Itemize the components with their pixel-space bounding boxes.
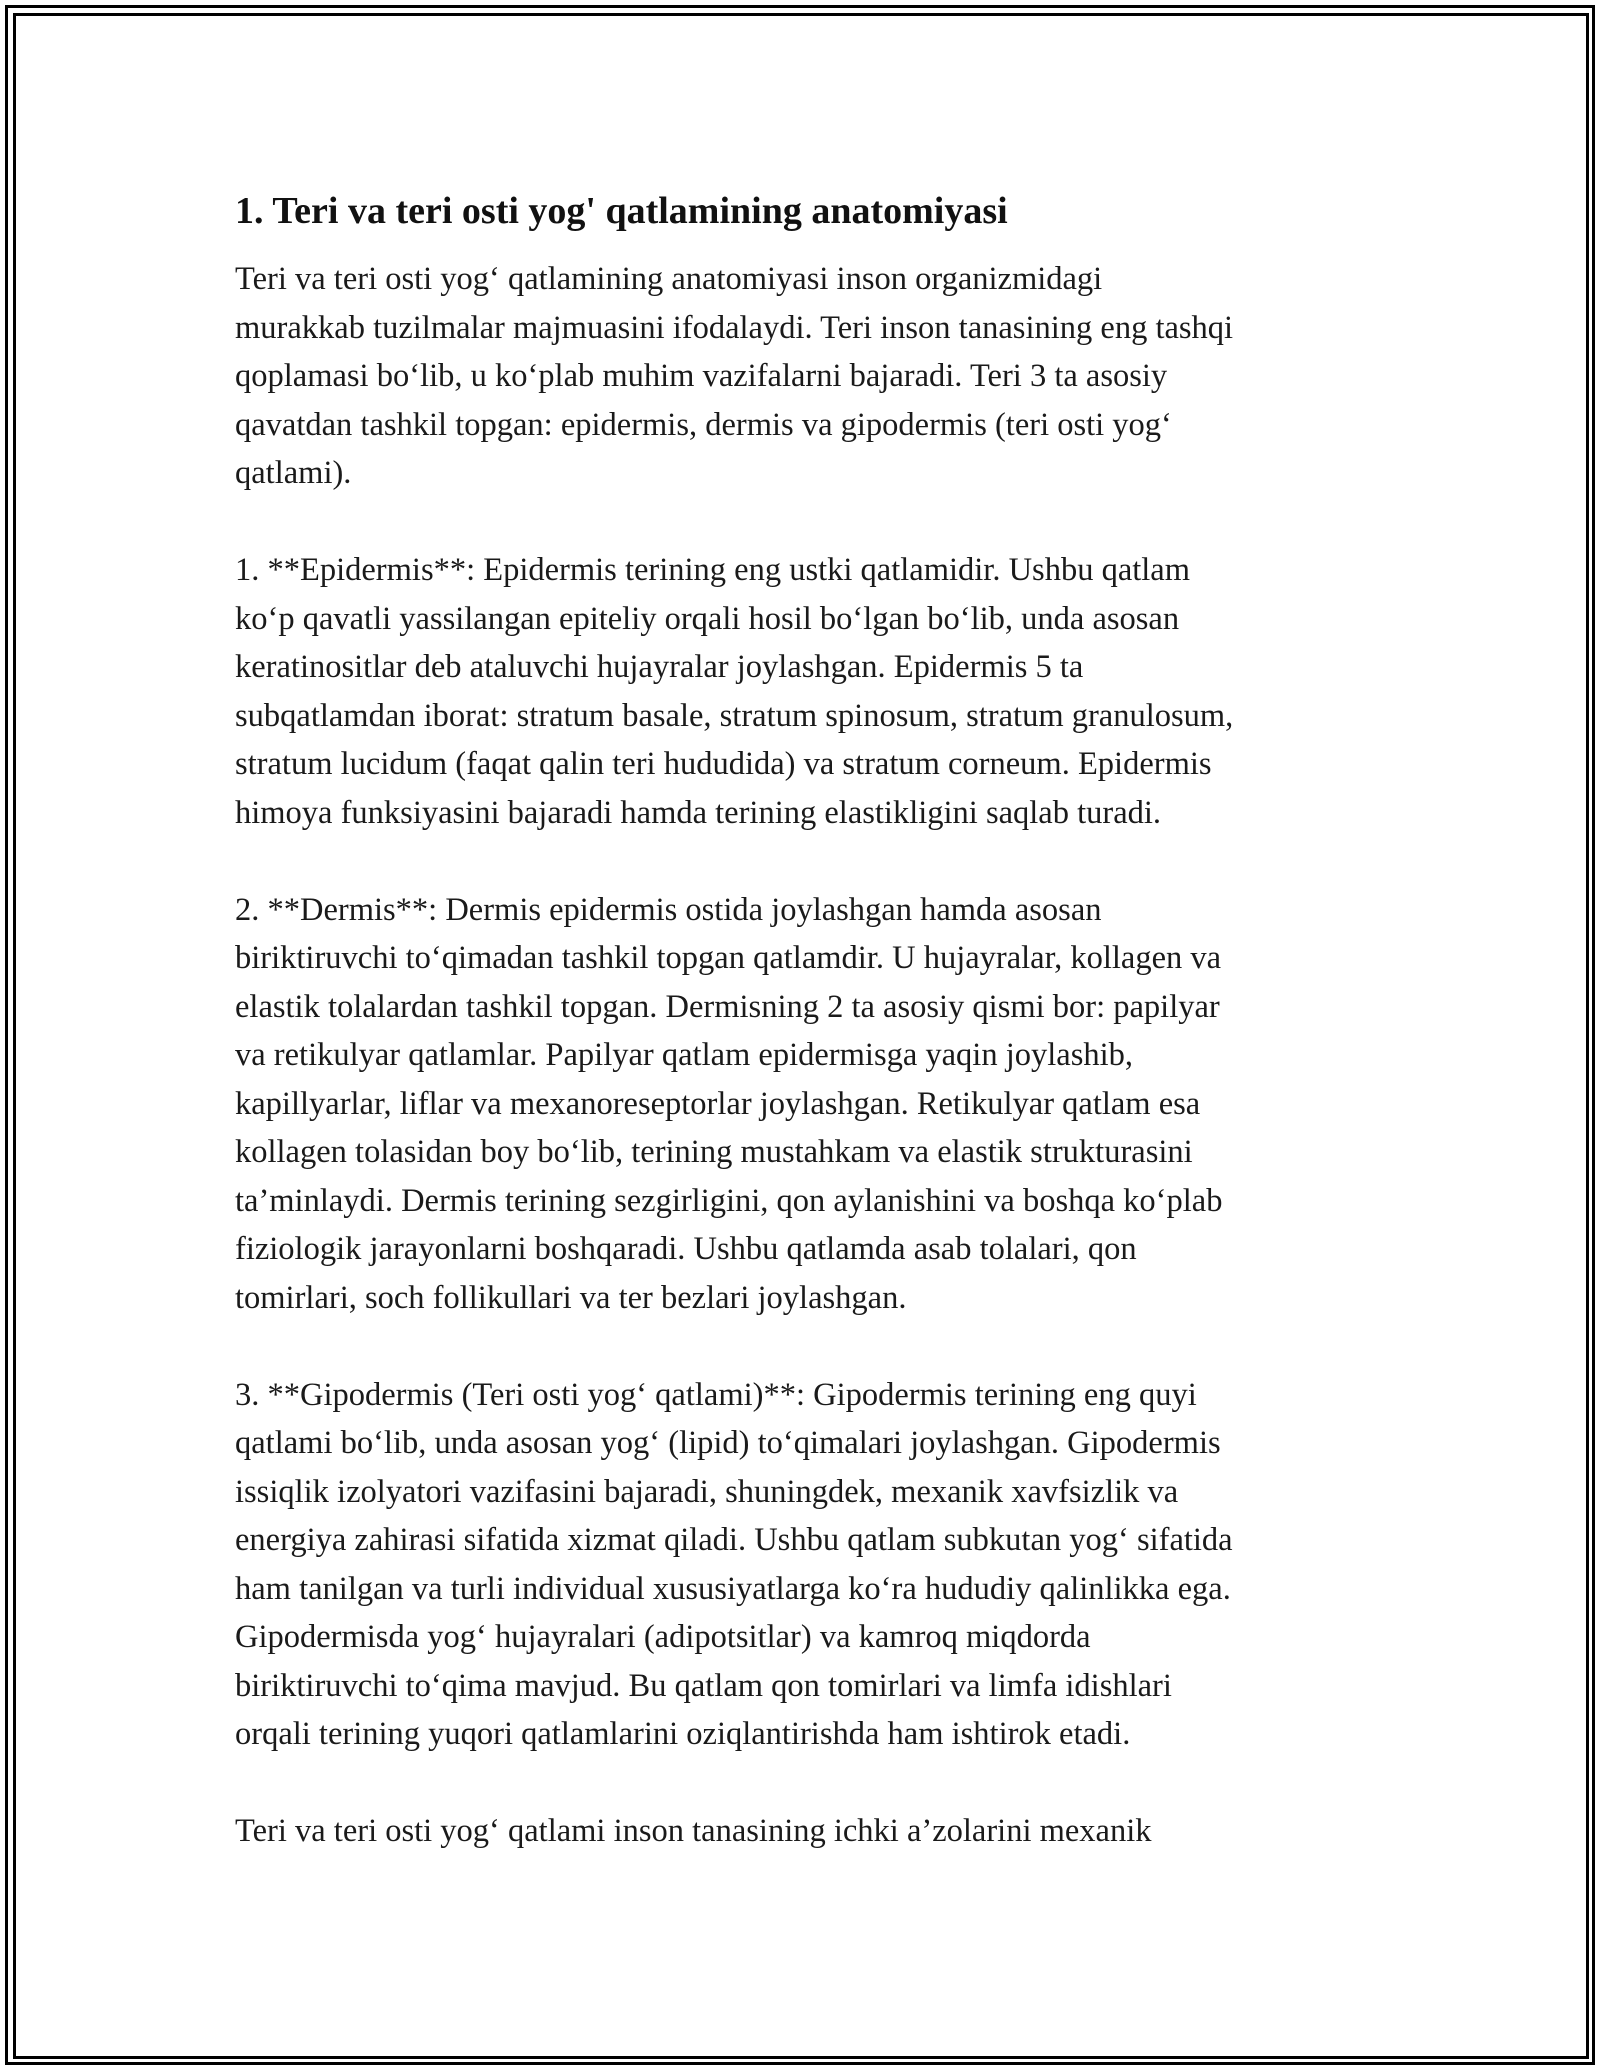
text-line: orqali terining yuqori qatlamlarini oziqlantirishda ham ishtirok etadi. bbox=[235, 1716, 1131, 1752]
text-line: keratinositlar deb ataluvchi hujayralar joylashgan. Epidermis 5 ta bbox=[235, 649, 1084, 685]
text-line: murakkab tuzilmalar majmuasini ifodalaydi. Teri inson tanasining eng tashqi bbox=[235, 309, 1234, 346]
document-title: 1. Teri va teri osti yog' qatlamining anatomiyasi bbox=[235, 190, 1008, 232]
text-line: qatlami bo‘lib, unda asosan yog‘ (lipid) to‘qimalari joylashgan. Gipodermis bbox=[235, 1425, 1221, 1461]
text-line: 2. **Dermis**: Dermis epidermis ostida joylashgan hamda asosan bbox=[235, 891, 1102, 928]
text-line: stratum lucidum (faqat qalin teri hududida) va stratum corneum. Epidermis bbox=[235, 746, 1212, 782]
text-line: biriktiruvchi to‘qimadan tashkil topgan qatlamdir. U hujayralar, kollagen va bbox=[235, 940, 1222, 976]
text-line: Teri va teri osti yog‘ qatlami inson tanasining ichki a’zolarini mexanik bbox=[235, 1813, 1152, 1849]
text-line: qoplamasi bo‘lib, u ko‘plab muhim vazifalarni bajaradi. Teri 3 ta asosiy bbox=[235, 358, 1168, 394]
text-line: Gipodermisda yog‘ hujayralari (adipotsitlar) va kamroq miqdorda bbox=[235, 1619, 1091, 1655]
text-line: ko‘p qavatli yassilangan epiteliy orqali hosil bo‘lgan bo‘lib, unda asosan bbox=[235, 600, 1180, 637]
text-line: fiziologik jarayonlarni boshqaradi. Ushbu qatlamda asab tolalari, qon bbox=[235, 1231, 1137, 1267]
text-line: kollagen tolasidan boy bo‘lib, terining mustahkam va elastik strukturasini bbox=[235, 1134, 1193, 1170]
text-line: qavatdan tashkil topgan: epidermis, dermis va gipodermis (teri osti yog‘ bbox=[235, 406, 1172, 443]
paragraph-dermis bbox=[235, 886, 1375, 1323]
text-line: subqatlamdan iborat: stratum basale, stratum spinosum, stratum granulosum, bbox=[235, 697, 1234, 734]
paragraph-intro bbox=[235, 255, 1375, 498]
text-line: tomirlari, soch follikullari va ter bezlari joylashgan. bbox=[235, 1279, 907, 1316]
text-line: energiya zahirasi sifatida xizmat qiladi. Ushbu qatlam subkutan yog‘ sifatida bbox=[235, 1522, 1233, 1558]
paragraph-gipodermis bbox=[235, 1371, 1375, 1759]
text-line: kapillyarlar, liflar va mexanoreseptorlar joylashgan. Retikulyar qatlam esa bbox=[235, 1085, 1201, 1122]
text-line: issiqlik izolyatori vazifasini bajaradi, shuningdek, mexanik xavfsizlik va bbox=[235, 1473, 1179, 1510]
text-line: himoya funksiyasini bajaradi hamda terining elastikligini saqlab turadi. bbox=[235, 794, 1162, 831]
text-line: 3. **Gipodermis (Teri osti yog‘ qatlami)**: Gipodermis terining eng quyi bbox=[235, 1376, 1197, 1413]
text-line: va retikulyar qatlamlar. Papilyar qatlam epidermisga yaqin joylashib, bbox=[235, 1037, 1134, 1073]
text-line: elastik tolalardan tashkil topgan. Dermisning 2 ta asosiy qismi bor: papilyar bbox=[235, 988, 1220, 1025]
text-line: qatlami). bbox=[235, 455, 352, 491]
text-line: ta’minlaydi. Dermis terining sezgirligini, qon aylanishini va boshqa ko‘plab bbox=[235, 1182, 1223, 1219]
text-line: Teri va teri osti yog‘ qatlamining anatomiyasi inson organizmidagi bbox=[235, 261, 1103, 297]
text-line: biriktiruvchi to‘qima mavjud. Bu qatlam qon tomirlari va limfa idishlari bbox=[235, 1667, 1172, 1704]
text-line: 1. **Epidermis**: Epidermis terining eng ustki qatlamidir. Ushbu qatlam bbox=[235, 552, 1191, 588]
document-body bbox=[235, 185, 1375, 1904]
paragraph-closing bbox=[235, 1807, 1375, 1856]
paragraph-epidermis bbox=[235, 546, 1375, 837]
text-line: ham tanilgan va turli individual xususiyatlarga ko‘ra hududiy qalinlikka ega. bbox=[235, 1570, 1231, 1607]
